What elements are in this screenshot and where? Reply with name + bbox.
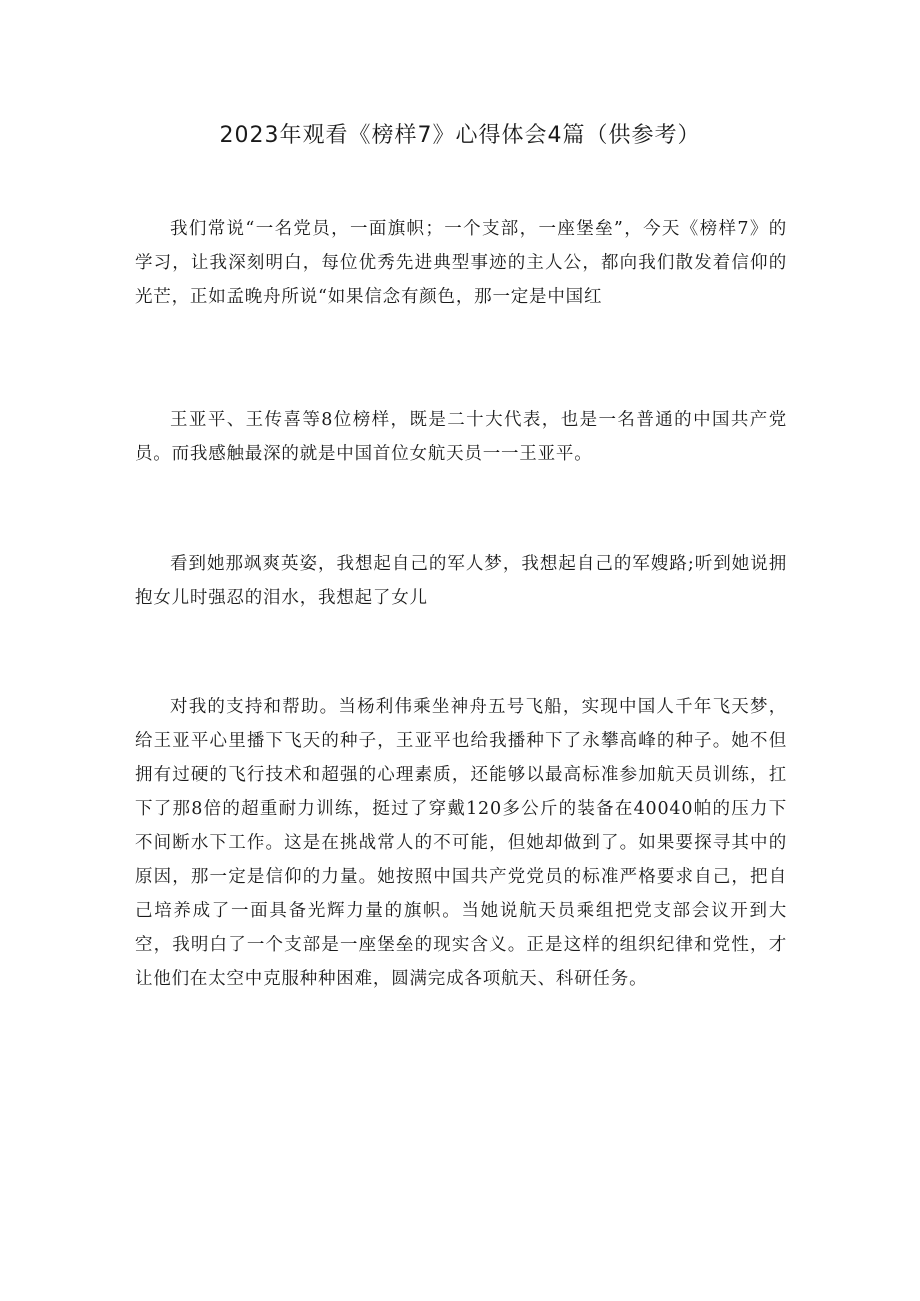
paragraph-2: 王亚平、王传喜等8位榜样，既是二十大代表，也是一名普通的中国共产党员。而我感触最深的就是中国首位女航天员一一王亚平。 — [135, 410, 787, 464]
document-title: 2023年观看《榜样7》心得体会4篇（供参考） — [219, 123, 701, 148]
paragraph-1: 我们常说“一名党员，一面旗帜；一个支部，一座堡垒”，今天《榜样7》的学习，让我深刻明白，每位优秀先进典型事迹的主人公，都向我们散发着信仰的光芒，正如孟晚舟所说“如果信念有颜色，那一定是中国红 — [135, 219, 787, 307]
paragraph-3: 看到她那飒爽英姿，我想起自己的军人梦，我想起自己的军嫂路;听到她说拥抱女儿时强忍的泪水，我想起了女儿 — [135, 554, 787, 608]
paragraph-4: 对我的支持和帮助。当杨利伟乘坐神舟五号飞船，实现中国人千年飞天梦，给王亚平心里播下飞天的种子，王亚平也给我播种下了永攀高峰的种子。她不但拥有过硬的飞行技术和超强的心理素质，还能够以最高标准参加航天员训练，扛下了那8倍的超重耐力训练，挺过了穿戴120多公斤的装备在40040帕的压力下不间断水下工作。这是在挑战常人的不可能，但她却做到了。如果要探寻其中的原因，那一定是信仰的力量。她按照中国共产党党员的标准严格要求自己，把自己培养成了一面具备光辉力量的旗帜。当她说航天员乘组把党支部会议开到大空，我明白了一个支部是一座堡垒的现实含义。正是这样的组织纪律和党性，才让他们在太空中克服种种困难，圆满完成各项航天、科研任务。 — [135, 697, 787, 989]
